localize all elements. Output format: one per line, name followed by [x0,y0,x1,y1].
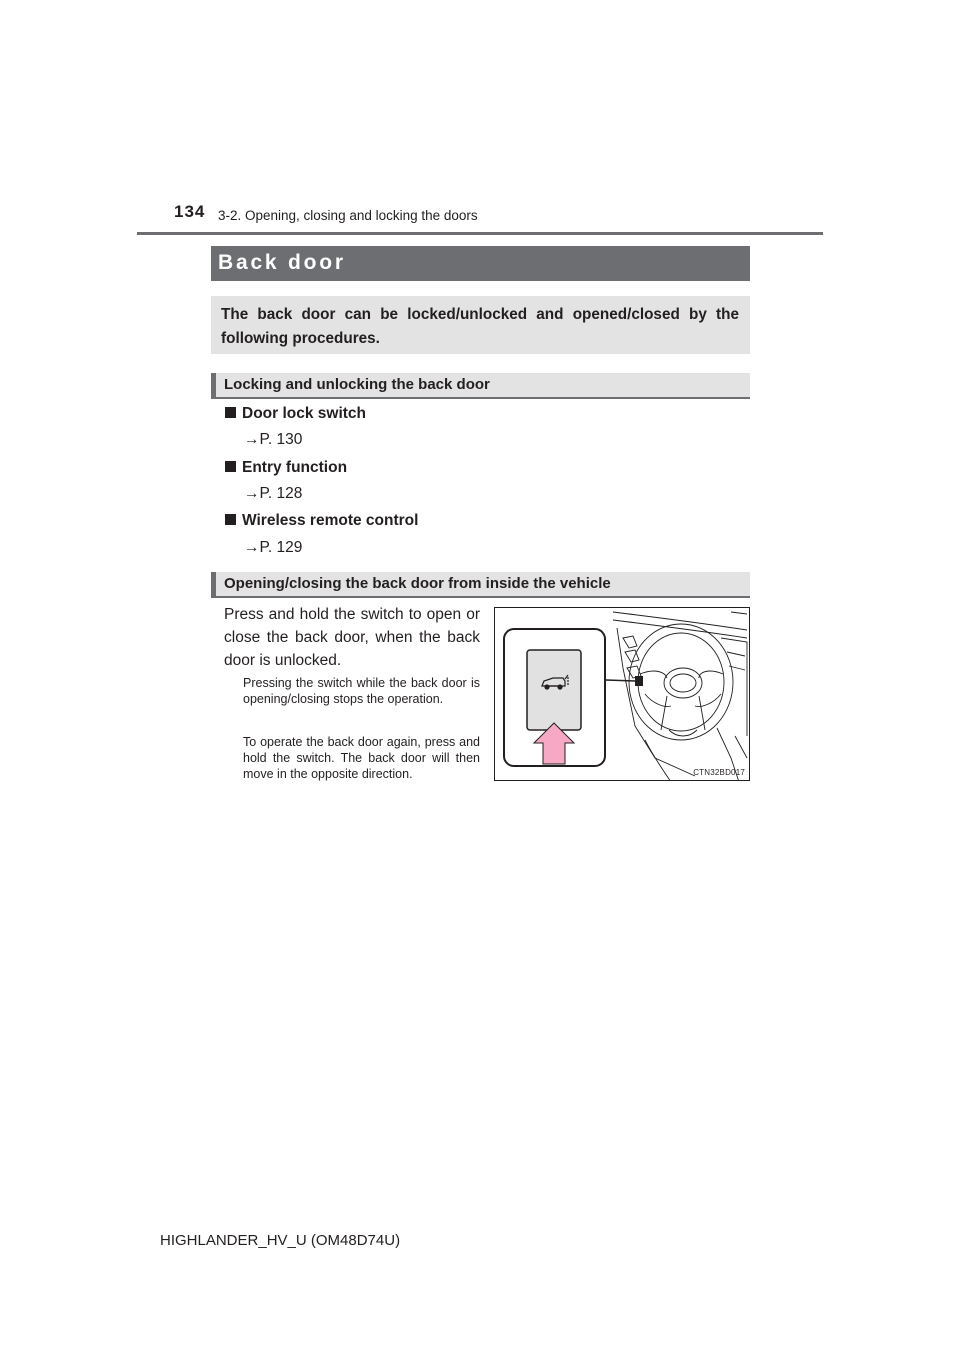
opening-section-heading-bar [211,572,750,598]
item-ref-link[interactable]: →P. 128 [244,485,303,502]
figure-code: CTN32BD017 [693,768,745,777]
item-ref-link[interactable]: →P. 130 [244,431,303,448]
note-text: Pressing the switch while the back door is opening/closing stops the operation. [243,676,480,707]
item-title: Entry function [242,459,348,476]
page-title: Back door [218,251,346,274]
item-title: Door lock switch [242,405,367,422]
instruction-text: Press and hold the switch to open or close the back door, when the back door is unlocked. [224,606,480,669]
locking-section-heading: Locking and unlocking the back door [224,376,490,393]
header-rule [137,232,823,235]
square-bullet-icon [225,461,236,472]
back-door-switch-figure [494,607,750,781]
dashboard-illustration [495,608,750,781]
item-entry-function [225,459,347,477]
item-door-lock-switch [225,405,366,423]
item-ref-link[interactable]: →P. 129 [244,539,303,556]
footer-model-code: HIGHLANDER_HV_U (OM48D74U) [160,1232,401,1249]
opening-section-heading: Opening/closing the back door from inside the vehicle [224,575,611,592]
item-title: Wireless remote control [242,512,419,529]
heading-accent [211,373,216,397]
square-bullet-icon [225,514,236,525]
intro-text: The back door can be locked/unlocked and opened/closed by the following procedures. [221,306,739,347]
note-text: To operate the back door again, press and hold the switch. The back door will then move in the opposite direction. [243,735,480,782]
item-wireless-remote [225,512,418,530]
locking-section-heading-bar [211,373,750,399]
page-number: 134 [174,202,206,221]
heading-accent [211,572,216,596]
square-bullet-icon [225,407,236,418]
section-title: 3-2. Opening, closing and locking the doors [218,208,478,223]
